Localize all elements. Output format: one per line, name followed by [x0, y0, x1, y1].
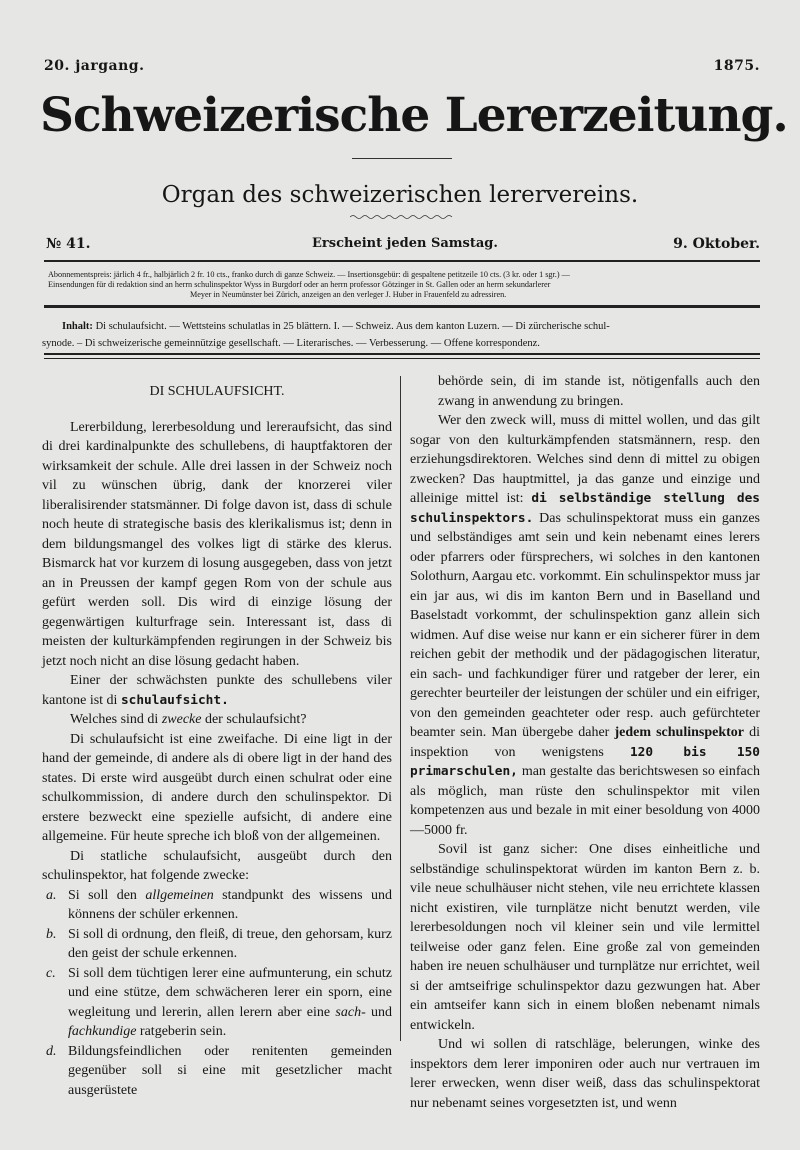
list-item: a. Si soll den allgemeinen standpunkt des wissens und könnens der schüler erkennen.	[46, 887, 392, 922]
article-paragraph-5: Di statliche schulaufsicht, ausgeübt durch den schulinspektor, hat folgende zwecke:	[42, 848, 392, 883]
publication-schedule: Erscheint jeden Samstag.	[312, 236, 498, 251]
contents-label: Inhalt:	[62, 321, 93, 332]
article-paragraph-6: Wer den zweck will, muss di mittel wollen, und das gilt sogar von den kulturkämpfenden statsmännern, resp. den erziehungsdirektoren. Welches sind denn di mittel zu obigen zwecken? Das hauptmittel, ja das ganze und einzige und alleinige mittel ist: di selbständige stellung des schulinspektors. Das schulinspektorat muss ein ganzes und selbständiges amt sein und kein nebenamt eines lerers oder pfarrers oder fürsprechers, wi solches in den kantonen Solothurn, Aargau etc. vorkommt. Ein schulinspektor muss jar ein jar aus, wi dis im kanton Bern und in Baselland und Baselstadt vorkommt, der schulinspektion ganz allein sich widmen. Auf dise weise nur kann er ein sicherer fürer in dem reichen gebit der methodik und der pädagogischen literatur, ein sach- und fachkundiger fürer und ratgeber der lerer, ein gerechter beurteiler der leistungen der schüler und ein eifriger, von den gemeinden geachteter oder resp. auch gefürchteter beamter sein. Man übergebe daher jedem schulinspektor di inspektion von wenigstens 120 bis 150 primarschulen, man gestalte das berichtswesen so einfach als möglich, man rüste den schulinspektor mit vilen kompetenzen aus und bezale in mit einer besoldung von 4000—5000 fr.	[410, 413, 761, 838]
column-divider	[400, 376, 401, 1041]
list-item: c. Si soll dem tüchtigen lerer eine aufmunterung, ein schutz und eine stütze, dem schwächeren lerer ein sporn, eine wegleitung und lererin, allen lerern aber eine sach- und fachkundige ratgeberin sein.	[46, 965, 393, 1039]
ornament-divider	[350, 214, 454, 220]
article-heading: DI SCHULAUFSICHT.	[149, 384, 285, 399]
contents-rule-bottom	[44, 358, 760, 359]
newspaper-title: Schweizerische Lererzeitung.	[40, 88, 788, 143]
contents-rule-top	[44, 353, 760, 355]
article-paragraph-8: Und wi sollen di ratschläge, belerungen, winke des inspektors dem lerer imponiren oder auch nur vertrauen im lerer erwecken, wenn diser weiß, dass das schulinspektorat nur nebenamt seines vorgesetzten ist, und wenn	[410, 1037, 760, 1111]
subscription-line-2: Einsendungen für di redaktion sind an herrn schulinspektor Wyss in Burgdorf oder an herrn professor Götzinger in St. Gallen oder an herrn sekundarlerer	[48, 280, 551, 289]
article-continuation: behörde sein, di im stande ist, nötigenfalls auch den zwang in anwendung zu bringen.	[438, 374, 760, 409]
list-item: d. Bildungsfeindlichen oder renitenten gemeinden gegenüber soll si eine mit gesetzlicher macht ausgerüstete	[46, 1043, 392, 1098]
subscription-line-1: Abonnementspreis: järlich 4 fr., halbjärlich 2 fr. 10 cts., franko durch di ganze Schweiz. — Insertionsgebür: di gespaltene petitzeile 10 cts. (3 kr. oder 1 sgr.) —	[48, 270, 570, 279]
newspaper-subtitle: Organ des schweizerischen lerervereins.	[161, 182, 639, 208]
title-divider	[352, 158, 452, 159]
issue-date: 9. Oktober.	[673, 236, 760, 252]
article-paragraph-2: Einer der schwächsten punkte des schullebens viler kantone ist di schulaufsicht.	[42, 673, 392, 708]
header-rule	[44, 260, 760, 262]
article-paragraph-1: Lererbildung, lererbesoldung und lereraufsicht, das sind di drei kardinalpunkte des schullebens, di hauptfaktoren der wirksamkeit der schule. Alle drei lassen in der Schweiz noch vil zu wünschen übrig, dank der knorzerei viler liberalisirender statsmänner. Di folge davon ist, dass di schule noch heute di strategische basis des klerikalismus ist; denn in dem bildungsmangel des volkes ligt di stärke des klerus. Bismarck hat vor kurzem di losung ausgegeben, dass von jetzt an in Preussen der kampf gegen Rom von der schule aus gefürt werden soll. Dis wird di einzige lösung der gegenwärtigen kulturfrage sein. Interessant ist, dass di meisten der kulturkämpfenden regirungen in der Schweiz bis jetzt noch nicht an dise lösung gedacht haben.	[42, 419, 392, 669]
subscription-line-3: Meyer in Neumünster bei Zürich, anzeigen an den verleger J. Huber in Frauenfeld zu adressiren.	[190, 290, 507, 299]
contents-line-1: Di schulaufsicht. — Wettsteins schulatlas in 25 blättern. I. — Schweiz. Aus dem kanton Luzern. — Di zürcherische schul-	[95, 321, 610, 332]
issue-number: № 41.	[46, 236, 91, 252]
volume-label: 20. jargang.	[44, 58, 145, 74]
year-label: 1875.	[713, 58, 760, 74]
left-column	[42, 378, 392, 1100]
article-paragraph-3: Welches sind di zwecke der schulaufsicht?	[70, 712, 307, 727]
article-paragraph-4: Di schulaufsicht ist eine zweifache. Di eine ligt in der hand der gemeinde, di andere als di obere ligt in der hand des states. Di erste wird ausgeübt durch einen schulrat oder eine schulkommission, di andere durch den schulinspektor. Di erstere bezweckt eine spezielle aufsicht, di andere eine allgemeine. Für heute spreche ich bloß von der allgemeinen.	[42, 731, 392, 844]
article-paragraph-7: Sovil ist ganz sicher: One dises einheitliche und selbständige schulinspektorat würden im kanton Bern z. b. vile neue schulhäuser nicht stehen, vile neu errichtete klassen nicht existiren, vile turnplätze nicht benutzt werden, vile lererbesoldungen noch vil kleiner sein und vile lermittel teilweise oder ganz felen. Eine große zal von gemeinden haben ire neuen schulhäuser und turnplätze nur errichtet, weil si der amtseifrige schulinspektor dazu gezwungen hat. Aber ein amtseifer kann sich in einem bloßen nebenamt nimals entwickeln.	[410, 842, 760, 1033]
subscription-rule	[44, 305, 760, 308]
list-item: b. Si soll di ordnung, den fleiß, di treue, den gehorsam, kurz den geist der schule erkennen.	[46, 926, 392, 961]
right-column	[410, 372, 760, 1113]
contents-box	[42, 318, 764, 352]
contents-line-2: synode. – Di schweizerische gemeinnützige gesellschaft. — Literarisches. — Verbesserung. — Offene korrespondenz.	[42, 338, 540, 349]
